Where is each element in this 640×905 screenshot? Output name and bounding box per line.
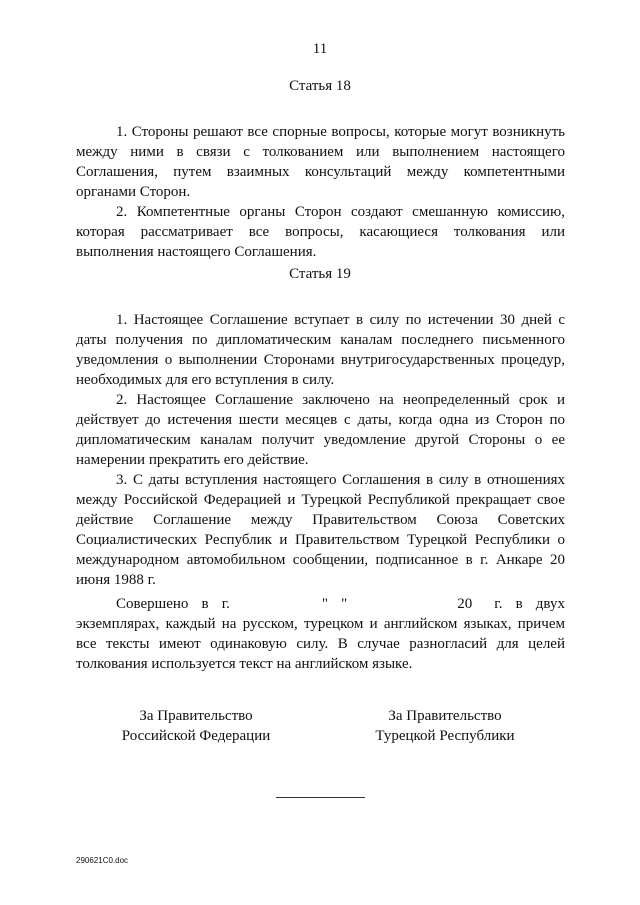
signature-block-turkey (362, 706, 528, 746)
article-18-title: Статья 18 (289, 78, 351, 94)
end-divider-line (276, 797, 365, 798)
article-19-paragraph-2: 2. Настоящее Соглашение заключено на неопределенный срок и действует до истечения шести месяцев с даты, когда одна из Сторон по дипломатическим каналам получит уведомление другой Стороны о ее намерении прекратить его действие. (76, 392, 565, 468)
page-number: 11 (312, 41, 328, 57)
signature-russia-line-1: За Правительство (139, 708, 253, 724)
article-18-paragraph-2: 2. Компетентные органы Сторон создают смешанную комиссию, которая рассматривает все вопросы, касающиеся толкования или выполнения настоящего Соглашения. (76, 204, 565, 260)
signature-russia-line-2: Российской Федерации (121, 728, 271, 744)
article-19-paragraph-3: 3. С даты вступления настоящего Соглашения в силу в отношениях между Российской Федерацией и Турецкой Республикой прекращает свое действие Соглашение между Правительством Союза Советских Социалистических Республик и Правительством Турецкой Республики о международном автомобильном сообщении, подписанное в г. Анкаре 20 июня 1988 г. (76, 472, 565, 588)
closing-date-quotes: " " (321, 596, 348, 612)
closing-clause (76, 594, 565, 674)
closing-paragraph (76, 594, 565, 674)
signature-turkey-line-1: За Правительство (388, 708, 502, 724)
article-19-body (76, 310, 565, 590)
file-name-footer: 290621C0.doc (76, 856, 129, 865)
article-19-title: Статья 19 (289, 266, 351, 282)
signature-turkey-line-2: Турецкой Республики (375, 728, 515, 744)
article-18-paragraph-1: 1. Стороны решают все спорные вопросы, которые могут возникнуть между ними в связи с толкованием или выполнением настоящего Соглашения, путем взаимных консультаций между компетентными органами Сторон. (76, 124, 565, 200)
article-18-body (76, 122, 565, 262)
closing-place-text: Совершено в г. (116, 596, 230, 612)
article-19-paragraph-1: 1. Настоящее Соглашение вступает в силу по истечении 30 дней с даты получения по дипломатическим каналам последнего письменного уведомления о выполнении Сторонами внутригосударственных процедур, необходимых для его вступления в силу. (76, 312, 565, 388)
closing-year: 20 (457, 596, 473, 612)
signature-block-russia (110, 706, 282, 746)
closing-body-text: г. в двух экземплярах, каждый на русском, турецком и английском языках, причем все тексты имеют одинаковую силу. В случае разногласий для целей толкования используется текст на английском языке. (76, 596, 566, 672)
